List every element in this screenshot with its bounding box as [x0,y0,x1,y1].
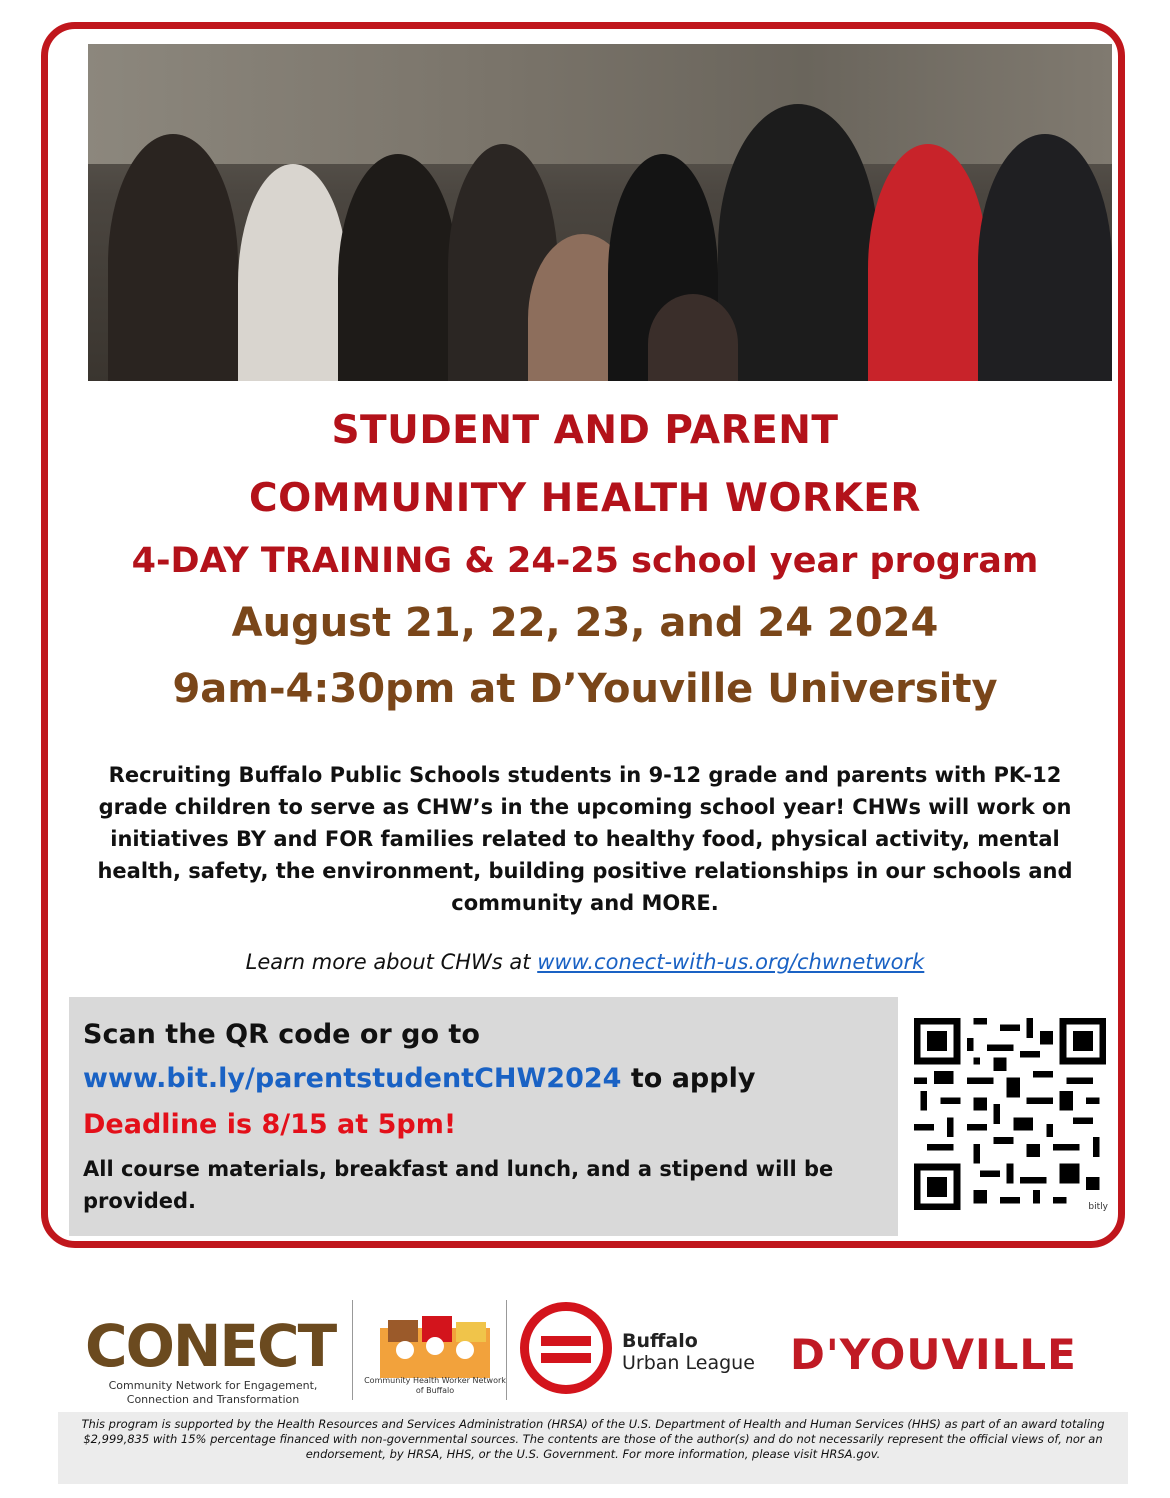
qr-bitly-label: bitly [1088,1202,1108,1212]
chw-network-link[interactable]: www.conect-with-us.org/chwnetwork [537,950,925,974]
apply-url-line [83,1063,755,1094]
logo-divider [352,1300,353,1400]
chw-network-logo-text: Community Health Worker Network of Buffalo [364,1376,506,1395]
apply-box [69,997,898,1236]
dyouville-logo: D'YOUVILLE [790,1330,1077,1379]
qr-code[interactable] [914,1018,1106,1210]
headline-program: 4-DAY TRAINING & 24-25 school year program [131,541,1039,581]
description-text: Recruiting Buffalo Public Schools students in 9-12 grade and parents with PK-12 grade children to serve as CHW’s in the upcoming school year! CHWs will work on initiatives BY and FOR families related to healthy food, physical activity, mental health, safety, the environment, building positive relationships in our schools and community and MORE. [97,763,1073,915]
headline-dates: August 21, 22, 23, and 24 2024 [231,600,939,646]
partner-logos [0,1290,1170,1406]
conect-logo: CONECT [85,1312,336,1380]
learn-more-prefix: Learn more about CHWs at [245,950,538,974]
apply-url-suffix: to apply [621,1063,756,1094]
urban-league-line-2: Urban League [622,1352,755,1374]
deadline-text: Deadline is 8/15 at 5pm! [83,1109,457,1140]
qr-code-icon [914,1018,1106,1210]
apply-url-link[interactable]: www.bit.ly/parentstudentCHW2024 [83,1063,622,1094]
apply-instruction: Scan the QR code or go to [83,1019,480,1050]
urban-league-logo-text [622,1330,755,1374]
headline-line-1: STUDENT AND PARENT [331,408,839,453]
funding-disclaimer: This program is supported by the Health Resources and Services Administration (HRSA) of the U.S. Department of Health and Human Services (HHS) as part of an award totaling $2,999,835 with 15% percentage financed with non-governmental sources. The contents are those of the author(s) and do not necessarily represent the official views of, nor an endorsement, by HRSA, HHS, or the U.S. Government. For more information, please visit HRSA.gov. [58,1412,1128,1484]
urban-league-logo-icon [520,1302,612,1394]
logo-divider [506,1300,507,1400]
provided-text: All course materials, breakfast and lunch, and a stipend will be provided. [83,1157,834,1213]
headline-time-location: 9am-4:30pm at D’Youville University [172,666,998,712]
headline-line-2: COMMUNITY HEALTH WORKER [249,476,921,521]
urban-league-bar-bottom [541,1353,591,1363]
urban-league-line-1: Buffalo [622,1330,698,1352]
learn-more-line [80,950,1090,974]
urban-league-bar-top [541,1336,591,1346]
conect-logo-subtitle: Community Network for Engagement, Connection and Transformation [108,1379,318,1406]
group-photo [88,44,1112,381]
